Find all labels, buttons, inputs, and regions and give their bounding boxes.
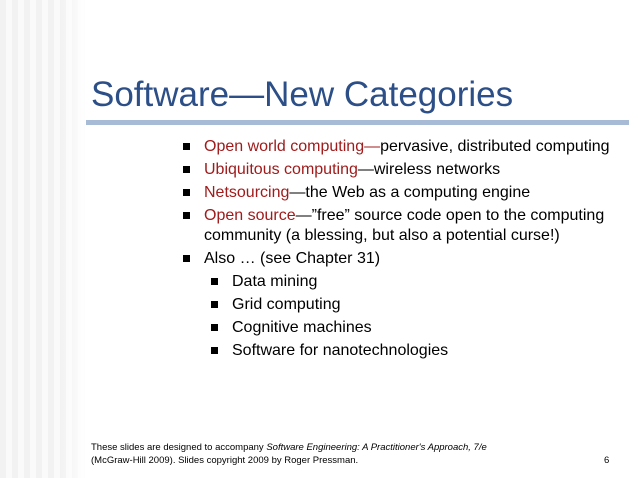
square-bullet-icon (183, 166, 190, 173)
subbullet-text: Software for nanotechnologies (232, 342, 449, 359)
footer-prefix: These slides are designed to accompany (91, 442, 267, 453)
bullet-item-ubiquitous (183, 160, 623, 180)
square-bullet-icon (183, 189, 190, 196)
footer-book-title: Software Engineering: A Practitioner's Approach, 7/e (266, 442, 487, 453)
footer-line-2: (McGraw-Hill 2009). Slides copyright 2009 by Roger Pressman. (91, 455, 359, 466)
square-bullet-icon (211, 347, 218, 354)
bullet-item-netsourcing (183, 183, 623, 203)
bullet-highlight: Open world computing— (204, 138, 381, 155)
subbullet-grid-computing (211, 295, 623, 315)
square-bullet-icon (183, 255, 190, 262)
square-bullet-icon (211, 301, 218, 308)
bullet-highlight: Open source (204, 207, 296, 224)
subbullet-text: Cognitive machines (232, 319, 372, 336)
subbullet-text: Grid computing (232, 296, 341, 313)
bullet-text: —wireless networks (357, 161, 501, 178)
subbullet-nanotechnologies (211, 341, 623, 361)
slide-title: Software—New Categories (91, 75, 514, 114)
footer-line-1 (91, 441, 487, 454)
slide-footer (91, 441, 487, 467)
bullet-text: pervasive, distributed computing (380, 138, 610, 155)
bullet-text: —the Web as a computing engine (289, 184, 531, 201)
square-bullet-icon (211, 278, 218, 285)
page-number: 6 (604, 455, 610, 466)
bullet-highlight: Netsourcing (204, 184, 290, 201)
bullet-highlight: Ubiquitous computing (204, 161, 358, 178)
subbullet-cognitive-machines (211, 318, 623, 338)
title-underline (86, 120, 629, 125)
square-bullet-icon (183, 143, 190, 150)
bullet-list (183, 137, 623, 364)
square-bullet-icon (183, 212, 190, 219)
bullet-item-open-world (183, 137, 623, 157)
subbullet-data-mining (211, 272, 623, 292)
background-stripes-fade (60, 0, 90, 478)
bullet-text: Also … (see Chapter 31) (204, 250, 381, 267)
subbullet-text: Data mining (232, 273, 318, 290)
bullet-item-also (183, 249, 623, 269)
bullet-text: —”free” source code open to the computing community (a blessing, but also a potential curse!) (204, 207, 605, 244)
square-bullet-icon (211, 324, 218, 331)
bullet-item-open-source (183, 206, 623, 246)
